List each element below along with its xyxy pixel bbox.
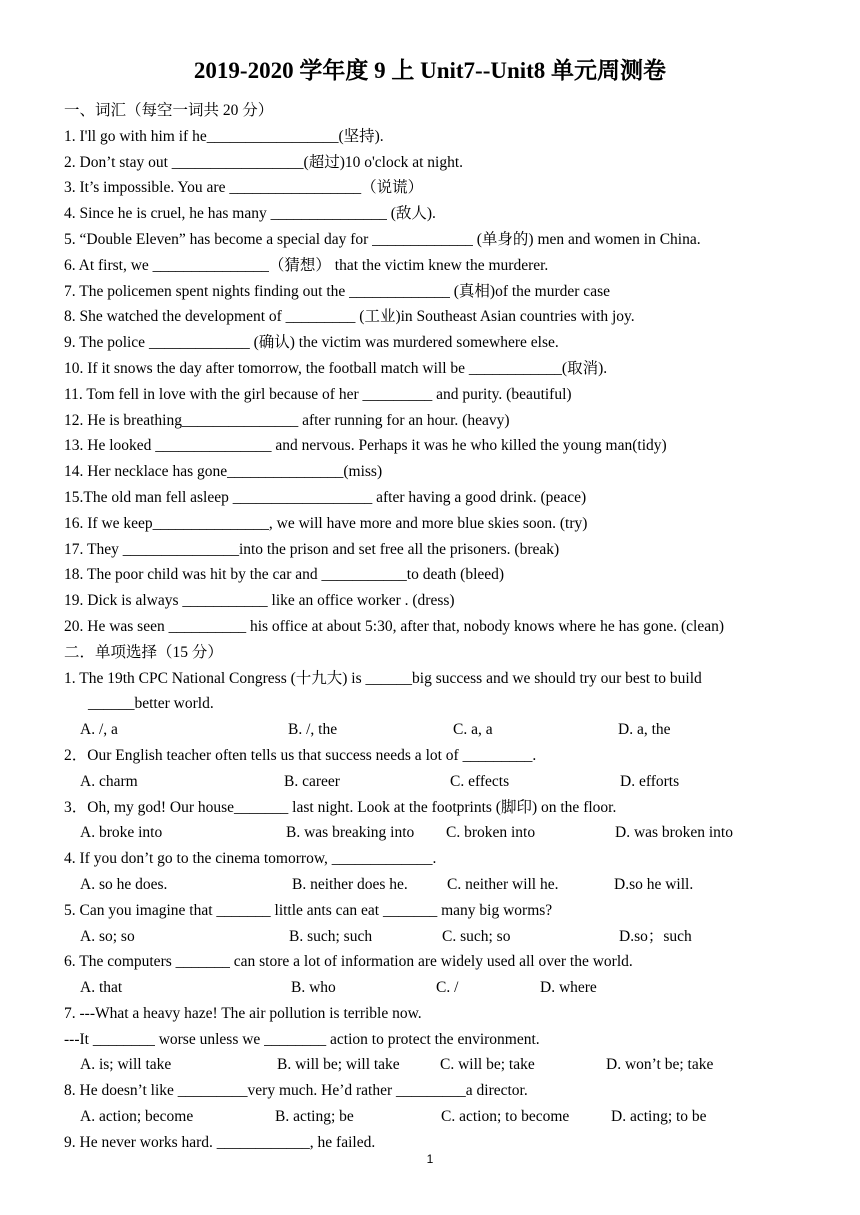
vocab-item-8: 8. She watched the development of _________ (工业)in Southeast Asian countries with joy. — [64, 308, 635, 326]
question-stem: 1. The 19th CPC National Congress (十九大) is ______big success and we should try our best to build — [64, 669, 702, 687]
question-stem-continued: ______better world. — [88, 695, 214, 713]
option-b: B. such; such — [289, 927, 373, 945]
vocab-item-3: 3. It’s impossible. You are _________________（说谎） — [64, 179, 424, 197]
page-number: 1 — [426, 1152, 434, 1166]
answer-options — [64, 1052, 844, 1078]
mc-question-7 — [64, 1001, 844, 1078]
option-b: B. career — [284, 772, 340, 790]
mc-question-8 — [64, 1078, 844, 1130]
question-stem: 6. The computers _______ can store a lot of information are widely used all over the world. — [64, 953, 633, 971]
option-d: D. acting; to be — [611, 1108, 707, 1126]
vocab-item-11: 11. Tom fell in love with the girl because of her _________ and purity. (beautiful) — [64, 385, 572, 403]
option-d: D. a, the — [618, 721, 671, 739]
vocab-item-16: 16. If we keep_______________, we will have more and more blue skies soon. (try) — [64, 514, 588, 532]
option-c: C. effects — [450, 772, 510, 790]
vocab-item-7: 7. The policemen spent nights finding out the _____________ (真相)of the murder case — [64, 282, 610, 300]
option-c: C. / — [436, 979, 459, 997]
option-b: B. was breaking into — [286, 824, 415, 842]
option-c: C. a, a — [453, 721, 493, 739]
option-b: B. will be; will take — [277, 1056, 400, 1074]
option-a: A. /, a — [80, 721, 118, 739]
question-stem: 5. Can you imagine that _______ little ants can eat _______ many big worms? — [64, 901, 553, 919]
vocab-item-4: 4. Since he is cruel, he has many _______________ (敌人). — [64, 205, 436, 223]
option-b: B. who — [291, 979, 336, 997]
question-stem: 7. ---What a heavy haze! The air pollution is terrible now. — [64, 1004, 422, 1022]
option-a: A. is; will take — [80, 1056, 172, 1074]
answer-options — [64, 820, 844, 846]
option-a: A. broke into — [80, 824, 163, 842]
option-d: D. where — [540, 979, 597, 997]
answer-options — [64, 872, 844, 898]
option-c: C. such; so — [442, 927, 511, 945]
vocab-item-2: 2. Don’t stay out _________________(超过)10 o'clock at night. — [64, 153, 464, 171]
option-d: D. was broken into — [615, 824, 733, 842]
vocab-item-19: 19. Dick is always ___________ like an office worker . (dress) — [64, 592, 455, 610]
answer-options — [64, 1104, 844, 1130]
section-heading-multiple-choice: 二．单项选择（15 分） — [64, 643, 223, 661]
vocab-item-13: 13. He looked _______________ and nervous. Perhaps it was he who killed the young man(tidy) — [64, 437, 667, 455]
option-b: B. /, the — [288, 721, 338, 739]
worksheet-body — [64, 98, 844, 1156]
question-stem: 4. If you don’t go to the cinema tomorrow, _____________. — [64, 850, 437, 868]
vocab-item-20: 20. He was seen __________ his office at about 5:30, after that, nobody knows where he has gone. (clean) — [64, 617, 725, 635]
answer-options — [64, 717, 844, 743]
vocab-item-10: 10. If it snows the day after tomorrow, the football match will be ____________(取消). — [64, 359, 608, 377]
page-title: 2019-2020 学年度 9 上 Unit7--Unit8 单元周测卷 — [193, 58, 667, 83]
vocab-item-15: 15.The old man fell asleep __________________ after having a good drink. (peace) — [64, 488, 587, 506]
question-stem: 2．Our English teacher often tells us that success needs a lot of _________. — [64, 746, 537, 764]
question-stem: 8. He doesn’t like _________very much. He’d rather _________a director. — [64, 1082, 528, 1100]
option-d: D. won’t be; take — [606, 1056, 714, 1074]
mc-question-2 — [64, 743, 844, 795]
vocabulary-list — [64, 124, 844, 640]
answer-options — [64, 975, 844, 1001]
mc-question-1 — [64, 666, 844, 743]
option-c: C. action; to become — [441, 1108, 570, 1126]
vocab-item-1: 1. I'll go with him if he_________________(坚持). — [64, 127, 384, 145]
option-d: D.so；such — [619, 927, 692, 945]
vocab-item-5: 5. “Double Eleven” has become a special day for _____________ (单身的) men and women in China. — [64, 230, 701, 248]
vocab-item-14: 14. Her necklace has gone_______________(miss) — [64, 463, 383, 481]
option-a: A. that — [80, 979, 123, 997]
answer-options — [64, 769, 844, 795]
vocab-item-17: 17. They _______________into the prison and set free all the prisoners. (break) — [64, 540, 560, 558]
option-a: A. charm — [80, 772, 138, 790]
option-d: D.so he will. — [614, 875, 694, 893]
option-c: C. neither will he. — [447, 875, 559, 893]
option-a: A. so; so — [80, 927, 135, 945]
vocab-item-12: 12. He is breathing_______________ after running for an hour. (heavy) — [64, 411, 510, 429]
question-stem: 9. He never works hard. ____________, he failed. — [64, 1133, 376, 1151]
section-heading-vocabulary: 一、词汇（每空一词共 20 分） — [64, 102, 274, 119]
vocab-item-6: 6. At first, we _______________（猜想） that the victim knew the murderer. — [64, 256, 549, 274]
vocab-item-18: 18. The poor child was hit by the car and ___________to death (bleed) — [64, 566, 505, 584]
mc-question-5 — [64, 898, 844, 950]
vocab-item-9: 9. The police _____________ (确认) the victim was murdered somewhere else. — [64, 334, 559, 352]
option-c: C. will be; take — [440, 1056, 535, 1074]
mc-question-3 — [64, 795, 844, 847]
mc-question-6 — [64, 949, 844, 1001]
mc-question-4 — [64, 846, 844, 898]
option-b: B. neither does he. — [292, 875, 408, 893]
option-c: C. broken into — [446, 824, 536, 842]
option-b: B. acting; be — [275, 1108, 354, 1126]
option-d: D. efforts — [620, 772, 680, 790]
option-a: A. so he does. — [80, 875, 168, 893]
question-stem: 3．Oh, my god! Our house_______ last night. Look at the footprints (脚印) on the floor. — [64, 798, 617, 816]
question-stem-continued: ---It ________ worse unless we ________ action to protect the environment. — [64, 1030, 540, 1048]
option-a: A. action; become — [80, 1108, 194, 1126]
answer-options — [64, 924, 844, 950]
